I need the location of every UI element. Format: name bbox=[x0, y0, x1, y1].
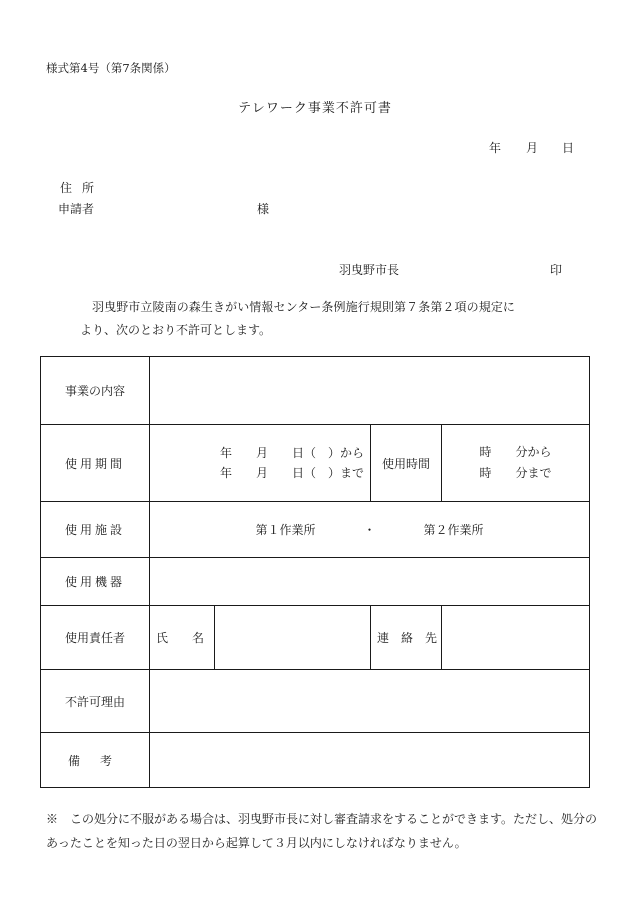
contact-value-cell[interactable] bbox=[442, 606, 590, 670]
address-label: 住所 bbox=[60, 181, 105, 195]
remarks-value-cell[interactable] bbox=[150, 733, 590, 788]
reason-label: 不許可理由 bbox=[41, 670, 150, 733]
body-text-line2: より、次のとおり不許可とします。 bbox=[80, 323, 272, 337]
responsible-row bbox=[41, 606, 590, 670]
document-title: テレワーク事業不許可書 bbox=[238, 101, 392, 116]
honorific-label: 様 bbox=[257, 202, 270, 216]
reason-value-cell[interactable] bbox=[150, 670, 590, 733]
permit-form-table bbox=[40, 356, 590, 788]
applicant-label: 申請者 bbox=[58, 202, 95, 216]
contact-label: 連 絡 先 bbox=[377, 631, 438, 645]
date-month-label: 月 bbox=[526, 141, 539, 155]
time-start-line: 時 分から bbox=[479, 445, 552, 459]
time-label: 使用時間 bbox=[371, 425, 442, 502]
content-value-cell[interactable] bbox=[150, 357, 590, 425]
facility-label: 使用施設 bbox=[41, 502, 150, 558]
time-value-cell[interactable] bbox=[442, 425, 590, 502]
period-row bbox=[41, 425, 590, 502]
content-label: 事業の内容 bbox=[41, 357, 150, 425]
time-end-line: 時 分まで bbox=[479, 466, 552, 480]
footer-note-line1: ※ この処分に不服がある場合は、羽曳野市長に対し審査請求をすることができます。ただし、処分の bbox=[46, 812, 598, 826]
mayor-label: 羽曳野市長 bbox=[339, 263, 400, 277]
remarks-row bbox=[41, 733, 590, 788]
facility-value-cell[interactable] bbox=[150, 502, 590, 558]
name-value-cell[interactable] bbox=[215, 606, 371, 670]
body-text-line1: 羽曳野市立陵南の森生きがい情報センター条例施行規則第７条第２項の規定に bbox=[92, 300, 516, 314]
remarks-label: 備考 bbox=[41, 733, 150, 788]
name-label: 氏 名 bbox=[156, 631, 205, 645]
period-value-cell[interactable] bbox=[150, 425, 371, 502]
date-year-label: 年 bbox=[489, 141, 502, 155]
equipment-label: 使用機器 bbox=[41, 558, 150, 606]
content-row bbox=[41, 357, 590, 425]
period-end-line: 年 月 日（ ）まで bbox=[219, 466, 364, 480]
equipment-value-cell[interactable] bbox=[150, 558, 590, 606]
footer-note-line2: あったことを知った日の翌日から起算して３月以内にしなければなりません。 bbox=[46, 836, 467, 850]
facility-row bbox=[41, 502, 590, 558]
responsible-label: 使用責任者 bbox=[41, 606, 150, 670]
form-number: 様式第4号（第7条関係） bbox=[46, 61, 176, 75]
contact-label-cell bbox=[371, 606, 442, 670]
facility-options: 第１作業所 ・ 第２作業所 bbox=[255, 523, 484, 537]
reason-row bbox=[41, 670, 590, 733]
period-start-line: 年 月 日（ ）から bbox=[219, 446, 364, 460]
seal-label: 印 bbox=[550, 263, 563, 277]
equipment-row bbox=[41, 558, 590, 606]
name-label-cell bbox=[150, 606, 215, 670]
date-day-label: 日 bbox=[562, 141, 575, 155]
period-label: 使用期間 bbox=[41, 425, 150, 502]
